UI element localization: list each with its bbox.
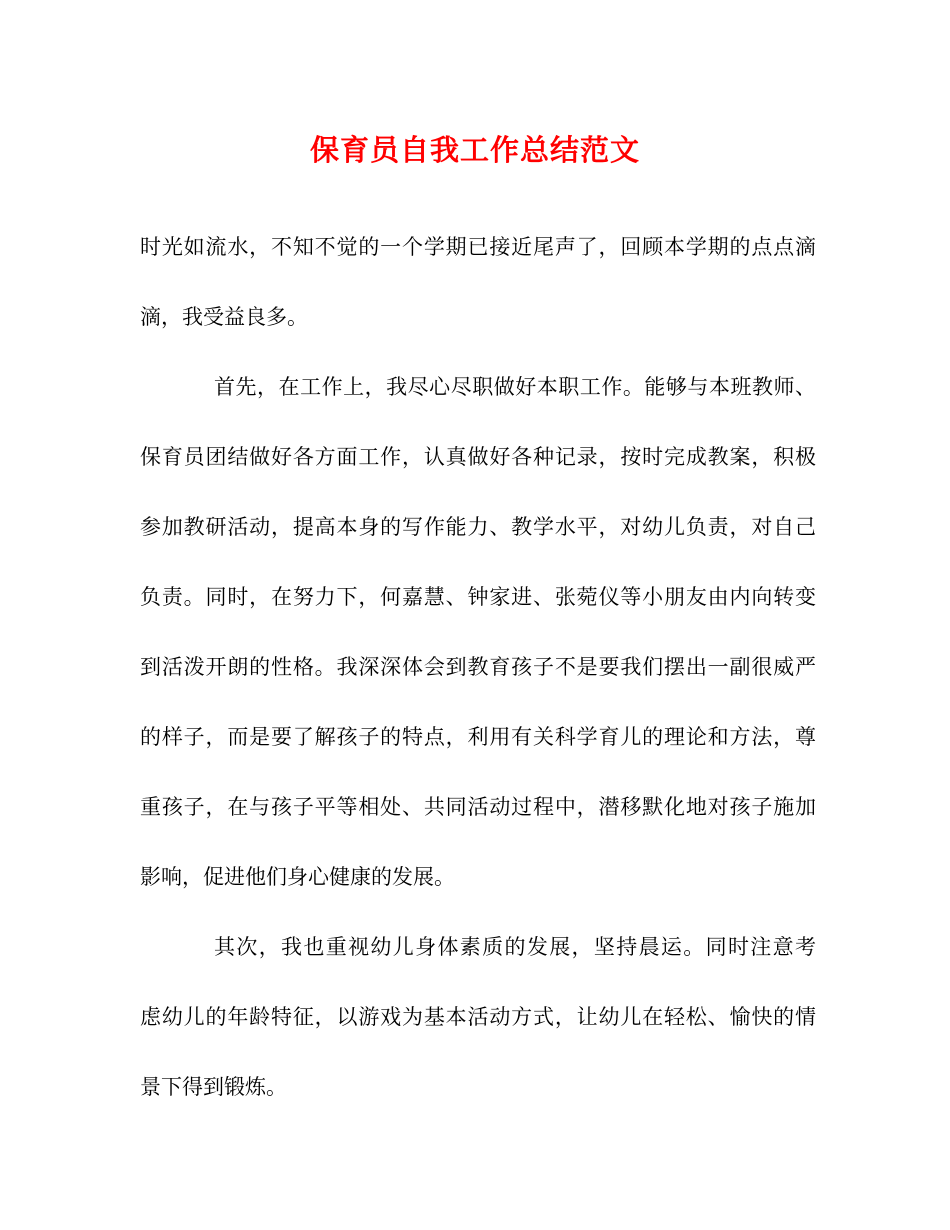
text-line: 重孩子，在与孩子平等相处、共同活动过程中，潜移默化地对孩子施加 — [140, 795, 816, 819]
text-line: 负责。同时，在努力下，何嘉慧、钟家进、张菀仪等小朋友由内向转变 — [140, 585, 816, 609]
text-line: 的样子，而是要了解孩子的特点，利用有关科学育儿的理论和方法，尊 — [140, 725, 816, 749]
document-title: 保育员自我工作总结范文 — [309, 133, 640, 167]
text-line: 到活泼开朗的性格。我深深体会到教育孩子不是要我们摆出一副很威严 — [140, 655, 816, 679]
text-line: 时光如流水，不知不觉的一个学期已接近尾声了，回顾本学期的点点滴 — [140, 235, 816, 259]
paragraph-2 — [140, 352, 816, 912]
text-line: 其次，我也重视幼儿身体素质的发展，坚持晨运。同时注意考 — [214, 935, 816, 959]
text-line: 影响，促进他们身心健康的发展。 — [140, 865, 455, 889]
paragraph-1 — [140, 212, 816, 352]
text-line: 首先，在工作上，我尽心尽职做好本职工作。能够与本班教师、 — [214, 375, 816, 399]
text-line: 参加教研活动，提高本身的写作能力、教学水平，对幼儿负责，对自己 — [140, 515, 816, 539]
text-line: 保育员团结做好各方面工作，认真做好各种记录，按时完成教案，积极 — [140, 445, 816, 469]
text-line: 景下得到锻炼。 — [140, 1075, 287, 1099]
paragraph-3 — [140, 912, 816, 1122]
text-line: 虑幼儿的年龄特征，以游戏为基本活动方式，让幼儿在轻松、愉快的情 — [140, 1005, 816, 1029]
text-line: 滴，我受益良多。 — [140, 305, 308, 329]
document-body — [140, 212, 816, 1122]
